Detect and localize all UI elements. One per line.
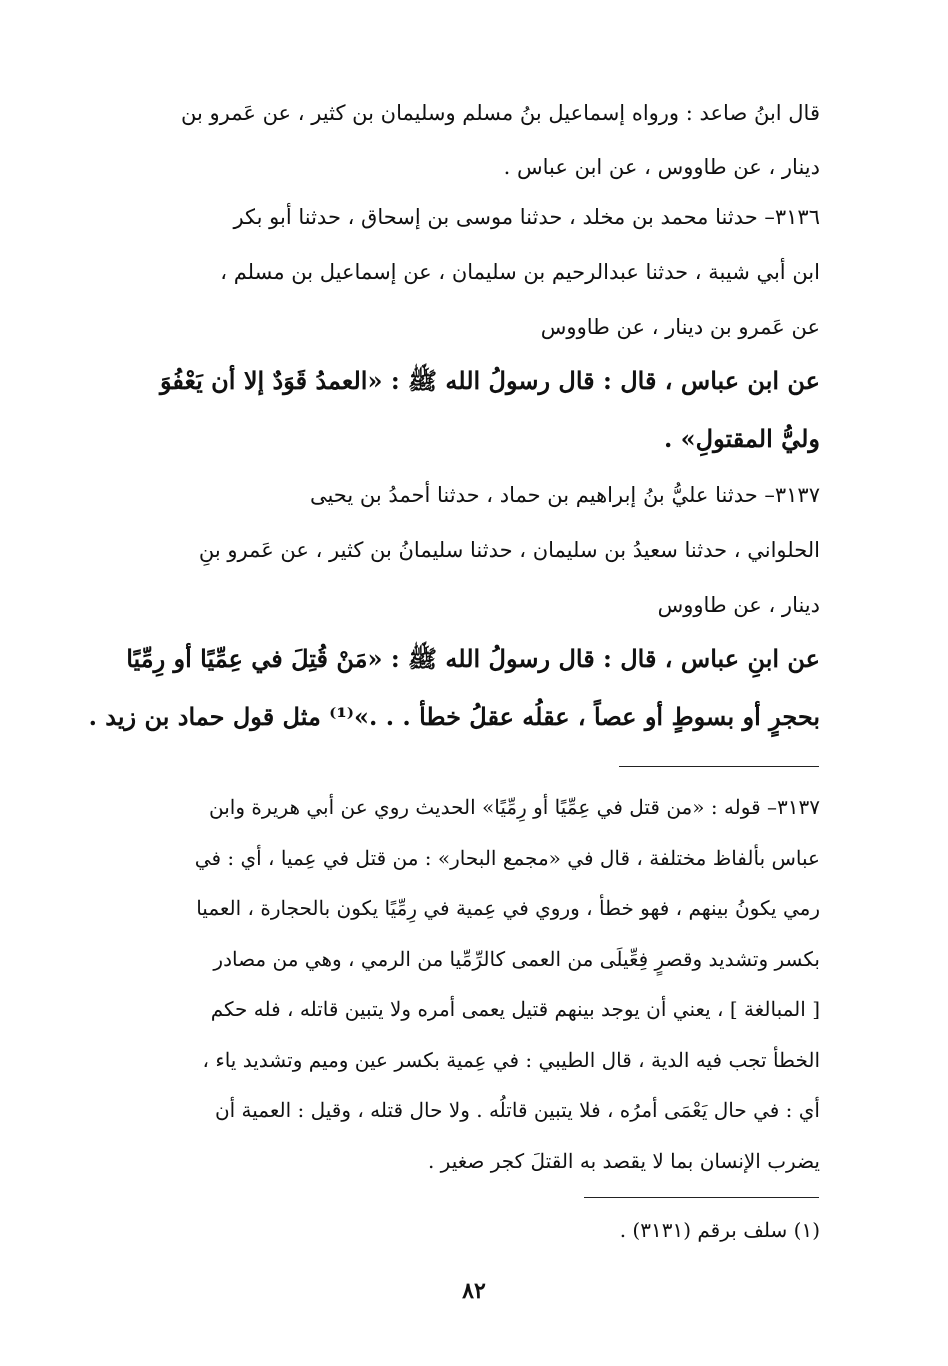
text-line: قال ابنُ صاعد : ورواه إسماعيل بنُ مسلم وسليمان بن كثير ، عن عَمرو بن xyxy=(180,101,820,125)
text-line: بكسر وتشديد وقصرٍ فِعِّيلَى من العمى كالرِّمِّيا من الرمي ، وهي من مصادر xyxy=(213,946,820,971)
text-line: ابن أبي شيبة ، حدثنا عبدالرحيم بن سليمان ، عن إسماعيل بن مسلم ، xyxy=(220,260,820,284)
text-line: الخطأ تجب فيه الدية ، قال الطيبي : في عِمية بكسر عين وميم وتشديد ياء ، xyxy=(202,1047,820,1072)
footnote-text: (١) سلف برقم (٣١٣١) . xyxy=(619,1218,820,1242)
text-line: [ المبالغة ] ، يعني أن يوجد بينهم قتيل يعمى أمره ولا يتبين قاتله ، فله حكم xyxy=(210,997,820,1021)
footnote xyxy=(128,1208,820,1252)
text-line: يضرب الإنسان بما لا يقصد به القتلَ كجر صغير . xyxy=(427,1148,820,1173)
hadith-3135-tail xyxy=(128,86,820,194)
text-line: دينار ، عن طاووس xyxy=(657,593,820,617)
hadith-3137-matn xyxy=(88,630,820,746)
text-line: الحلواني ، حدثنا سعيدُ بن سليمان ، حدثنا سليمانُ بن كثير ، عن عَمرو بنِ xyxy=(198,538,820,562)
hadith-3136-matn xyxy=(128,352,820,468)
text-line: ٣١٣٧– قوله : «من قتل في عِمِّيًا أو رِمِّيًا» الحديث روي عن أبي هريرة وابن xyxy=(209,795,820,819)
text-line: رمي يكونُ بينهم ، فهو خطأ ، وروي في عِمية في رِمِّيًا يكون بالحجارة ، العميا xyxy=(196,896,820,920)
text-line: عن عَمرو بن دينار ، عن طاووس xyxy=(540,315,820,339)
text-line: عباس بألفاظ مختلفة ، قال في «مجمع البحار» : من قتل في عِميا ، أي : في xyxy=(194,845,820,870)
commentary-divider xyxy=(619,766,819,767)
text-line: بحجرٍ أو بسوطٍ أو عصاً ، عقلُه عقلُ خطأ . . .»⁽¹⁾ مثل قول حماد بن زيد . xyxy=(88,702,820,731)
text-line: عن ابنِ عباس ، قال : قال رسولُ الله ﷺ : «مَنْ قُتِلَ في عِمِّيًا أو رِمِّيًا xyxy=(126,644,820,673)
hadith-3136-isnad xyxy=(128,190,820,355)
text-line: أي : في حال يَعْمَى أمرُه ، فلا يتبين قاتلُه . ولا حال قتله ، وقيل : العمية أن xyxy=(214,1098,820,1122)
text-line: دينار ، عن طاووس ، عن ابن عباس . xyxy=(503,155,820,179)
text-line: ٣١٣٦– حدثنا محمد بن مخلد ، حدثنا موسى بن إسحاق ، حدثنا أبو بكر xyxy=(233,205,820,229)
text-line: عن ابن عباس ، قال : قال رسولُ الله ﷺ : «العمدُ قَوَدٌ إلا أن يَعْفُوَ xyxy=(160,366,820,395)
text-line: وليُّ المقتولِ» . xyxy=(663,424,820,453)
footnote-divider xyxy=(584,1197,819,1198)
commentary xyxy=(128,782,820,1186)
hadith-3137-isnad xyxy=(128,468,820,633)
text-line: ٣١٣٧– حدثنا عليُّ بنُ إبراهيم بن حماد ، حدثنا أحمدُ بن يحيى xyxy=(309,483,820,507)
page-number: ٨٢ xyxy=(462,1278,486,1304)
